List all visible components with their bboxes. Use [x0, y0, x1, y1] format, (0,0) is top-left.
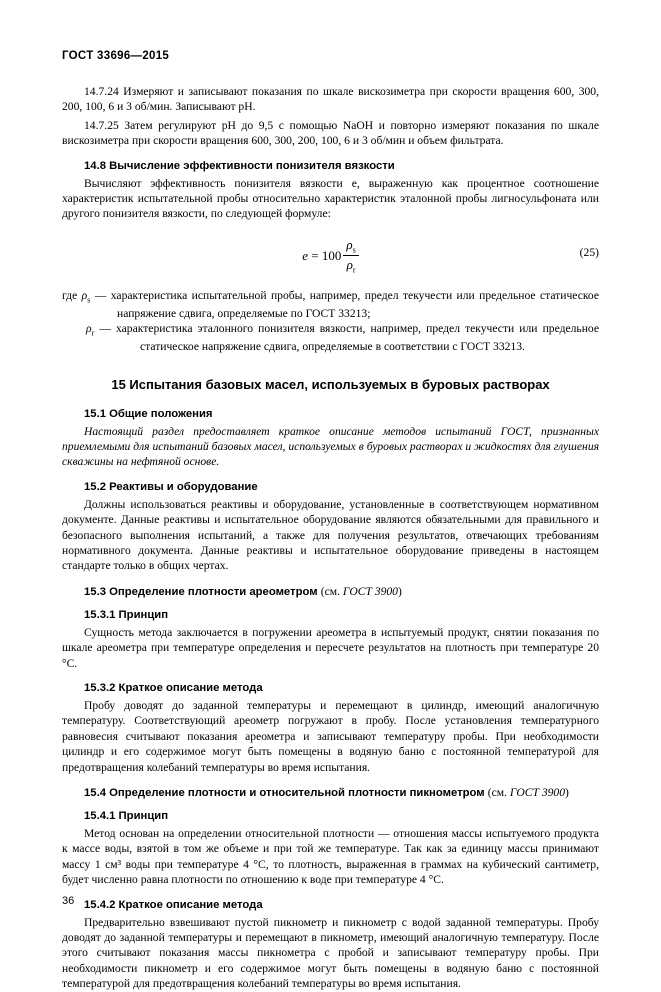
definition-rho-s: где $\rho_s$ — характеристика испытательной пробы, например, предел текучести или предельное статическое напряжение сдвига, определяемые по ГОСТ 33213; [62, 288, 599, 320]
heading-15: 15 Испытания базовых масел, используемых в буровых растворах [111, 376, 550, 392]
heading-15-3-reference: (см. ГОСТ 3900) [320, 584, 402, 598]
paragraph-15-1: Настоящий раздел предоставляет краткое описание методов испытаний ГОСТ, признанных приемлемыми для испытаний базовых масел, используемых в буровых растворах и жидкостях для глушения скважины на нефтяной основе. [62, 424, 599, 469]
formula-denominator: $\rho_r$ [346, 257, 356, 276]
formula-25 [62, 234, 599, 278]
formula-number: (25) [579, 245, 599, 259]
heading-15-4-1: 15.4.1 Принцип [84, 810, 169, 823]
formula-definitions [62, 288, 599, 355]
paragraph-15-2: Должны использоваться реактивы и оборудование, установленные в соответствующем нормативном документе. Данные реактивы и испытательное оборудование являются обязательными для правильного и безопасного выполнения испытаний, а также для получения результатов, отвечающих требованиям нормативного документа. Данные реактивы и испытательное оборудование приведены в настоящем стандарте только в общих чертах. [62, 497, 599, 573]
heading-14-8: 14.8 Вычисление эффективности понизителя вязкости [84, 159, 395, 172]
paragraph-15-3-2: Пробу доводят до заданной температуры и перемещают в цилиндр, имеющий аналогичную температуру. Соответствующий ареометр погружают в пробу. После установления температурного равновесия считывают показания ареометра и записывают температуру пробы. При необходимости цилиндр и его содержимое могут быть помещены в водяную баню с постоянной температурой для предотвращения колебаний температуры во время испытания. [62, 699, 599, 774]
page-number: 36 [62, 895, 75, 907]
paragraph-15-4-1: Метод основан на определении относительной плотности — отношения массы испытуемого продукта к массе воды, взятой в том же объеме и при той же температуре. Так как за единицу массы принимают массу 1 см³ воды при температуре 4 °С, то плотность, выраженная в граммах на кубический сантиметр, будет численно равна плотности по отношению к воде при температуре 4 °С. [62, 827, 599, 887]
paragraph-15-4-2: Предварительно взвешивают пустой пикнометр и пикнометр с водой заданной температуры. Пробу доводят до заданной температуры и перемещают в пикнометр, имеющий аналогичную температуру. После этого считывают показания массы пикнометра с пробой и записывают температуру пробы. При необходимости пикнометр и его содержимое могут быть помещены в водяную баню с постоянной температурой для предотвращения колебаний температуры во время испытания. [62, 915, 599, 991]
heading-15-1: 15.1 Общие положения [84, 407, 213, 420]
paragraph-14-7-24: 14.7.24 Измеряют и записывают показания по шкале вискозиметра при скорости вращения 600, 300, 200, 100, 6 и 3 об/мин. Записывают pH. [62, 85, 599, 114]
formula-lhs: e [302, 247, 309, 263]
formula-fraction [343, 237, 358, 275]
formula-numerator: $\rho_s$ [343, 237, 358, 257]
heading-15-4-2: 15.4.2 Краткое описание метода [84, 898, 263, 911]
paragraph-14-7-25: 14.7.25 Затем регулируют pH до 9,5 с помощью NaOH и повторно измеряют показания по шкале вискозиметра при скорости вращения 600, 300, 200, 100, 6 и 3 об/мин и объем фильтрата. [62, 118, 599, 148]
paragraph-15-3-1: Сущность метода заключается в погружении ареометра в испытуемый продукт, снятии показания по шкале ареометра при температуре определения и пересчете результатов на плотность при температуре 20 °С. [62, 625, 599, 670]
heading-15-3-1: 15.3.1 Принцип [84, 608, 169, 621]
formula-equals: = [311, 247, 319, 263]
definition-rho-r: $\rho_r$ — характеристика эталонного понизителя вязкости, например, предел текучести или предельное статическое напряжение сдвига, определяемые в соответствии с ГОСТ 33213. [86, 322, 599, 354]
heading-15-4: 15.4 Определение плотности и относительной плотности пикнометром (см. ГОСТ 3900) [84, 786, 569, 800]
heading-15-3-2: 15.3.2 Краткое описание метода [84, 682, 263, 694]
page-header: ГОСТ 33696—2015 [62, 50, 170, 62]
formula-coefficient: 100 [321, 247, 342, 263]
paragraph-14-8: Вычисляют эффективность понизителя вязкости e, выраженную как процентное соотношение характеристик испытательной пробы относительно характеристик эталонной пробы лигносульфоната или другого понизителя вязкости, по следующей формуле: [62, 176, 599, 221]
heading-15-2: 15.2 Реактивы и оборудование [84, 480, 258, 493]
formula-expression [62, 238, 599, 276]
heading-15-3: 15.3 Определение плотности ареометром (см. ГОСТ 3900) [84, 584, 402, 598]
heading-15-4-reference: (см. ГОСТ 3900) [487, 786, 569, 800]
